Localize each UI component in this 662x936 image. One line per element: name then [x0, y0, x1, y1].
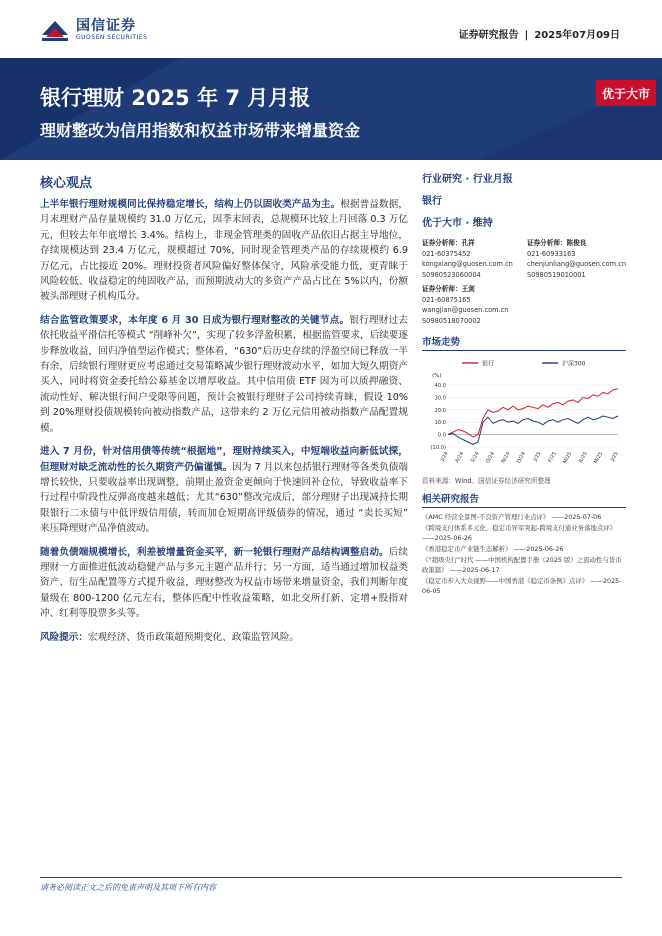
y-tick-label: 30.0: [434, 395, 446, 402]
sector-label: 银行: [422, 196, 442, 207]
report-date: 2025年07月09日: [534, 30, 620, 41]
market-trend-heading: 市场走势: [422, 334, 626, 351]
y-tick-label: 40.0: [434, 383, 446, 389]
legend-label: 沪深300: [562, 360, 586, 368]
paragraph-lead: 上半年银行理财规模同比保持稳定增长，结构上仍以固收类产品为主。: [40, 199, 341, 210]
meta-separator: |: [524, 30, 529, 41]
related-report[interactable]: 《“超级央行”时代 ——中国机构配置手册（2025 版）之流动性与货币政策篇》 ——2025-06-17: [422, 556, 622, 574]
rating-badge: 优于大市: [596, 80, 656, 106]
x-tick-label: D/24: [515, 451, 528, 465]
report-title: 银行理财 2025 年 7 月月报: [40, 86, 311, 110]
paragraph-lead: 结合监管政策要求，本年度 6 月 30 日成为银行理财整改的关键节点。: [40, 314, 350, 326]
analyst-phone: 021-60375452: [422, 249, 471, 258]
analyst-phone: 021-60933163: [526, 249, 576, 258]
series-line: [448, 416, 618, 445]
core-paragraph-3: [40, 444, 408, 536]
industry-label: 行业研究 · 行业月报: [422, 174, 513, 185]
report-subtitle: 理财整改为信用指数和权益市场带来增量资金: [40, 121, 361, 140]
rating-line: 优于大市 · 维持: [422, 218, 493, 229]
report-meta: [459, 26, 620, 41]
analyst-name: 孔祥: [461, 239, 475, 247]
x-tick-label: S/24: [469, 451, 481, 464]
analyst-role: 证券分析师：: [422, 239, 462, 247]
core-paragraph-2: [40, 313, 408, 436]
footer-disclaimer: 请务必阅读正文之后的免责声明及其项下所有内容: [40, 883, 216, 892]
analyst-card: [527, 238, 626, 280]
x-tick-label: O/24: [484, 451, 497, 465]
legend-label: 银行: [482, 360, 495, 368]
core-viewpoints: [40, 172, 408, 645]
related-report[interactable]: 《香港稳定币产业链生态解析》 ——2025-06-26: [422, 545, 564, 553]
risk-lead: 风险提示：: [40, 631, 88, 643]
guosen-logo: [40, 12, 147, 48]
related-reports: [422, 512, 626, 596]
y-tick-label: 20.0: [434, 407, 446, 414]
paragraph-body: 根据普益数据，月末理财产品存量规模约 31.0 万亿元，因季末回表，总规模环比较上月回落 0.3 万亿元，但较去年年底增长 3.4%。结构上，非现金管理类的固收产品依旧占据主导地位，存续规模达到 23.4 万亿元，规模超过 70%，同时现金管理类产品的存续规模约 6.9 万亿元，占比接近 20%。理财投资者风险偏好整体保守，风险承受能力低，更青睐于风险较低、收益稳定的纯固收产品，而预期波动大的多资产产品占比在 5%以内，份额被头部理财子机构瓜分。: [40, 199, 409, 303]
analyst-email[interactable]: kongxiang@guosen.com.cn: [422, 260, 513, 268]
logo-cn-text: 国信证券: [76, 18, 136, 34]
analyst-email[interactable]: wangjian@guosen.com.cn: [422, 306, 509, 314]
core-paragraph-4: [40, 545, 408, 622]
paragraph-body: 因为 7 月以来包括银行理财等各类负债端增长较快，只要收益率出现调整，前期止盈资金更倾向于快速回补仓位，导致收益率下行过程中阶段性反弹高度越来越低；尤其“630”整改完成后，部分理财子出现减持长期限银行二永债与中低评级信用债，转而加仓短期高评级债券的情况，通过 “卖长买短” 来压降理财产品净值波动。: [40, 461, 409, 535]
x-tick-label: A/25: [577, 451, 589, 464]
chart-source: 资料来源：Wind、国信证券经济研究所整理: [422, 477, 551, 485]
title-banner: [0, 58, 662, 160]
related-report[interactable]: 《稳定币步入大众视野——中国香港《稳定币条例》点评》 ——2025-06-05: [422, 577, 622, 595]
related-report[interactable]: 《AMC 经营全景图-不良资产管理行业点评》 ——2025-07-06: [422, 513, 602, 521]
market-trend-chart: [422, 355, 626, 473]
x-tick-label: J/25: [609, 451, 620, 463]
analyst-license: S0980518070002: [422, 316, 481, 325]
y-tick-label: (10.0): [430, 445, 446, 451]
x-tick-label: J/24: [439, 451, 450, 463]
paragraph-lead: 随着负债端规模增长，利差被增量资金买平，新一轮银行理财产品结构调整启动。: [40, 546, 389, 558]
x-tick-label: F/25: [547, 451, 558, 464]
analyst-license: S0980519010001: [526, 270, 586, 279]
report-type: 证券研究报告: [458, 30, 519, 41]
x-tick-label: A/24: [454, 451, 466, 464]
analyst-card: [422, 238, 521, 280]
sidebar: [422, 172, 626, 597]
analyst-name: 陈俊良: [566, 239, 587, 247]
risk-body: 宏观经济、货币政策超预期变化、政策监管风险。: [87, 631, 300, 643]
related-report[interactable]: 《跨境支付体系多元化，稳定币异军突起-跨境支付通业务落地点评》 ——2025-06-26: [422, 524, 617, 542]
y-axis-unit: (%): [432, 373, 442, 379]
paragraph-lead: 进入 7 月份，针对信用债等传统“根据地”，理财持续买入，中短端收益向新低试探，但理财对缺乏流动性的长久期资产仍偏谨慎。: [40, 446, 408, 473]
series-line: [448, 389, 618, 437]
analyst-name: 王剑: [461, 285, 475, 293]
analyst-email[interactable]: chenjunliang@guosen.com.cn: [526, 260, 626, 268]
analyst-license: S0980523060004: [422, 270, 481, 279]
x-tick-label: N/24: [500, 451, 512, 465]
y-tick-label: 0.0: [437, 432, 446, 439]
paragraph-body: 银行理财过去依托收益平滑信托等模式 “削峰补欠”，实现了较多浮盈积累，根据监管要求，后续要逐步释放收益，回归净值型运作模式；整体看，“630”后历史存续的浮盈空间已释放一半有余，后续银行理财更应考虑通过交易策略减少银行理财波动水平，如加大短久期资产买入，同时将资金委托给公募基金以增厚收益。其中信用债 ETF 因为可以质押融资、流动性好、解决银行间户受限等问题，预计会被银行理财子公司持续青睐，假设 10%到 20%理财投债规模转向被动指数产品，这带来约 2 万亿元信用被动指数产品配置规模。: [40, 314, 408, 434]
related-heading: 相关研究报告: [422, 491, 626, 508]
analyst-card: [422, 284, 521, 326]
analyst-list: [422, 238, 626, 330]
x-tick-label: J/25: [532, 451, 543, 463]
core-paragraph-1: [40, 197, 408, 305]
core-heading: 核心观点: [40, 176, 93, 191]
risk-warning: [40, 630, 408, 645]
paragraph-body: 后续理财一方面推进低波动稳健产品与多元主题产品并行；另一方面，适当通过增加权益类资产、衍生品配置等方式提升收益，理财整改为权益市场带来增量资金，我们判断年度量级在 800-1200 亿元左右，整体匹配中性收益策略，如北交所打新、定增+股指对冲、红利等股票多头等。: [40, 546, 408, 620]
guosen-logo-icon: [40, 15, 70, 45]
x-tick-label: M/25: [592, 451, 605, 465]
x-tick-label: M/25: [561, 451, 574, 465]
y-tick-label: 10.0: [434, 420, 446, 427]
footer-divider: [40, 877, 622, 878]
logo-en-text: GUOSEN SECURITIES: [76, 34, 148, 41]
analyst-phone: 021-60875165: [422, 295, 471, 304]
trend-chart-svg: [422, 355, 626, 473]
analyst-role: 证券分析师：: [526, 239, 567, 247]
analyst-role: 证券分析师：: [422, 285, 462, 293]
